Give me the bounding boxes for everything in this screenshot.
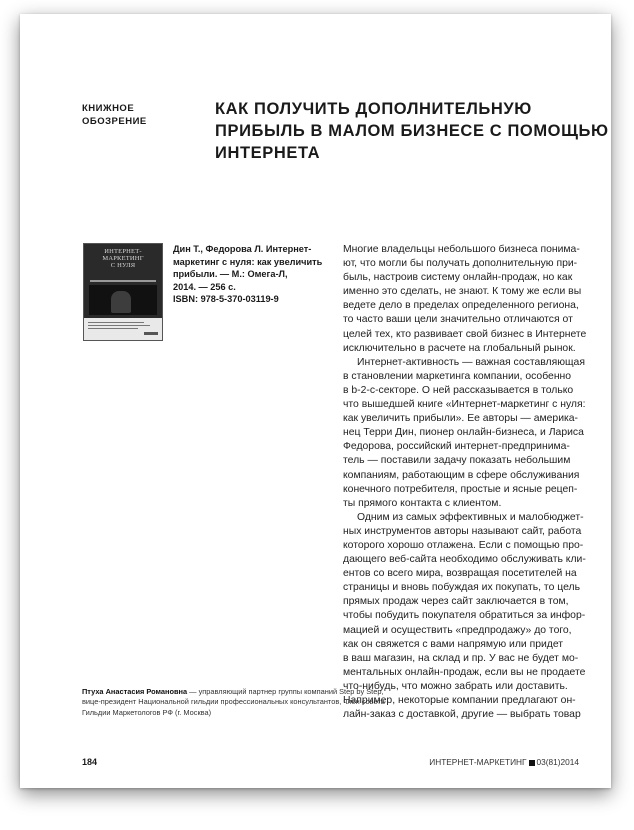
- author-note-line: Гильдии Маркетологов РФ (г. Москва): [82, 707, 212, 717]
- author-note: [82, 687, 385, 718]
- headline-line: ПРИБЫЛЬ В МАЛОМ БИЗНЕСЕ С ПОМОЩЬЮ: [215, 122, 609, 140]
- body-line: Интернет-активность — важная составляющая: [357, 356, 585, 368]
- headline-line: ИНТЕРНЕТА: [215, 144, 321, 162]
- author-name: Птуха Анастасия Романовна: [82, 687, 188, 696]
- body-paragraph: [343, 243, 605, 356]
- book-cover-subtitle-bar: [90, 280, 156, 282]
- body-line: целей тех, кто развивает свой бизнес в Интернете: [343, 328, 587, 340]
- body-line: страницы и вновь побуждая их покупать, то цель: [343, 582, 580, 594]
- body-line: исключительно в расчете на глобальный рынок.: [343, 342, 576, 354]
- body-line: компаниям, работающим в сфере обслуживания: [343, 469, 580, 481]
- journal-name: ИНТЕРНЕТ-МАРКЕТИНГ: [429, 757, 527, 767]
- book-cover-title: ИНТЕРНЕТ- МАРКЕТИНГ С НУЛЯ: [102, 248, 144, 269]
- body-line: как увеличить прибыли». Ее авторы — америка-: [343, 413, 579, 425]
- running-footer: [429, 757, 579, 767]
- author-note-line: вице-президент Национальной гильдии профессиональных консультантов, член совета: [82, 697, 385, 707]
- body-line: ентов со всего мира, возвращая посетителей на: [343, 568, 577, 580]
- article-body: [343, 243, 605, 722]
- book-bibliographic-info: [173, 243, 323, 306]
- body-line: Одним из самых эффективных и малобюджет-: [357, 511, 584, 523]
- body-line: нец Терри Дин, пионер онлайн-бизнеса, и Лариса: [343, 427, 584, 439]
- biblio-line: Дин Т., Федорова Л. Интернет-: [173, 244, 312, 254]
- body-line: чтобы побудить покупателя обратиться за инфор-: [343, 610, 586, 622]
- biblio-line: прибыли. — М.: Омега-Л,: [173, 269, 288, 280]
- article-headline: [215, 98, 609, 164]
- body-line: именно это сделать, не знают. К тому же если вы: [343, 286, 582, 298]
- body-line: то часто ваши цели значительно отличаются от: [343, 314, 573, 326]
- magazine-page: [20, 14, 611, 788]
- body-line: Например, некоторые компании предлагают он-: [343, 695, 576, 706]
- page-number: 184: [82, 757, 98, 767]
- body-paragraph: [343, 356, 605, 511]
- body-line: Многие владельцы небольшого бизнеса понима-: [343, 244, 580, 255]
- body-line: что-нибудь, что можно забрать или доставить.: [343, 680, 568, 692]
- body-line: ных инструментов авторы называют сайт, работа: [343, 525, 582, 537]
- body-line: в ваш магазин, на склад и пр. У вас не будет мо-: [343, 652, 579, 664]
- square-bullet-icon: [529, 760, 535, 766]
- body-line: Федорова, российский интернет-предпринима-: [343, 441, 570, 453]
- section-label-line: КНИЖНОЕ: [82, 103, 135, 114]
- body-line: ведете дело в пределах определенного региона,: [343, 300, 579, 312]
- section-label-line: ОБОЗРЕНИЕ: [82, 116, 147, 127]
- body-line: как он свяжется с вами напрямую или придет: [343, 638, 564, 650]
- body-line: которого хорошо отлажена. Если с помощью про-: [343, 539, 584, 551]
- body-line: мацией и осуществить «предпродажу» до того,: [343, 624, 572, 636]
- biblio-line: маркетинг с нуля: как увеличить: [173, 256, 323, 267]
- body-line: что вышедшей книге «Интернет-маркетинг с нуля:: [343, 399, 586, 411]
- issue-number: 03(81)2014: [536, 757, 579, 767]
- book-cover-bottom-band: [84, 318, 162, 340]
- body-line: ты прямого контакта с клиентом.: [343, 497, 502, 509]
- body-line: ментальных онлайн-продаж, если вы не продаете: [343, 666, 586, 678]
- body-line: тель — поставили задачу показать небольшим: [343, 455, 571, 467]
- body-line: лайн-заказ с доставкой, другие — выбрать товар: [343, 709, 581, 721]
- biblio-line: 2014. — 256 с.: [173, 281, 236, 292]
- book-cover-image: [83, 243, 163, 341]
- book-cover-photo: [89, 285, 157, 315]
- body-line: в b-2-c-секторе. О ней рассказывается в только: [343, 384, 574, 396]
- body-line: в становлении маркетинга компании, особенно: [343, 370, 572, 382]
- biblio-line: ISBN: 978-5-370-03119-9: [173, 294, 279, 305]
- body-line: ют, что могли бы получать дополнительную при-: [343, 258, 578, 270]
- author-note-line: Птуха Анастасия Романовна — управляющий партнер группы компаний Step by Step,: [82, 687, 384, 696]
- headline-line: КАК ПОЛУЧИТЬ ДОПОЛНИТЕЛЬНУЮ: [215, 100, 532, 118]
- body-line: конечного потребителя, простые и ясные рецеп-: [343, 483, 578, 495]
- body-line: прямых продаж через сайт заключается в том,: [343, 596, 569, 608]
- section-label: [82, 102, 147, 128]
- body-line: быль, настроив систему онлайн-продаж, но как: [343, 272, 573, 284]
- body-line: дающего веб-сайта необходимо обслуживать кли-: [343, 554, 586, 566]
